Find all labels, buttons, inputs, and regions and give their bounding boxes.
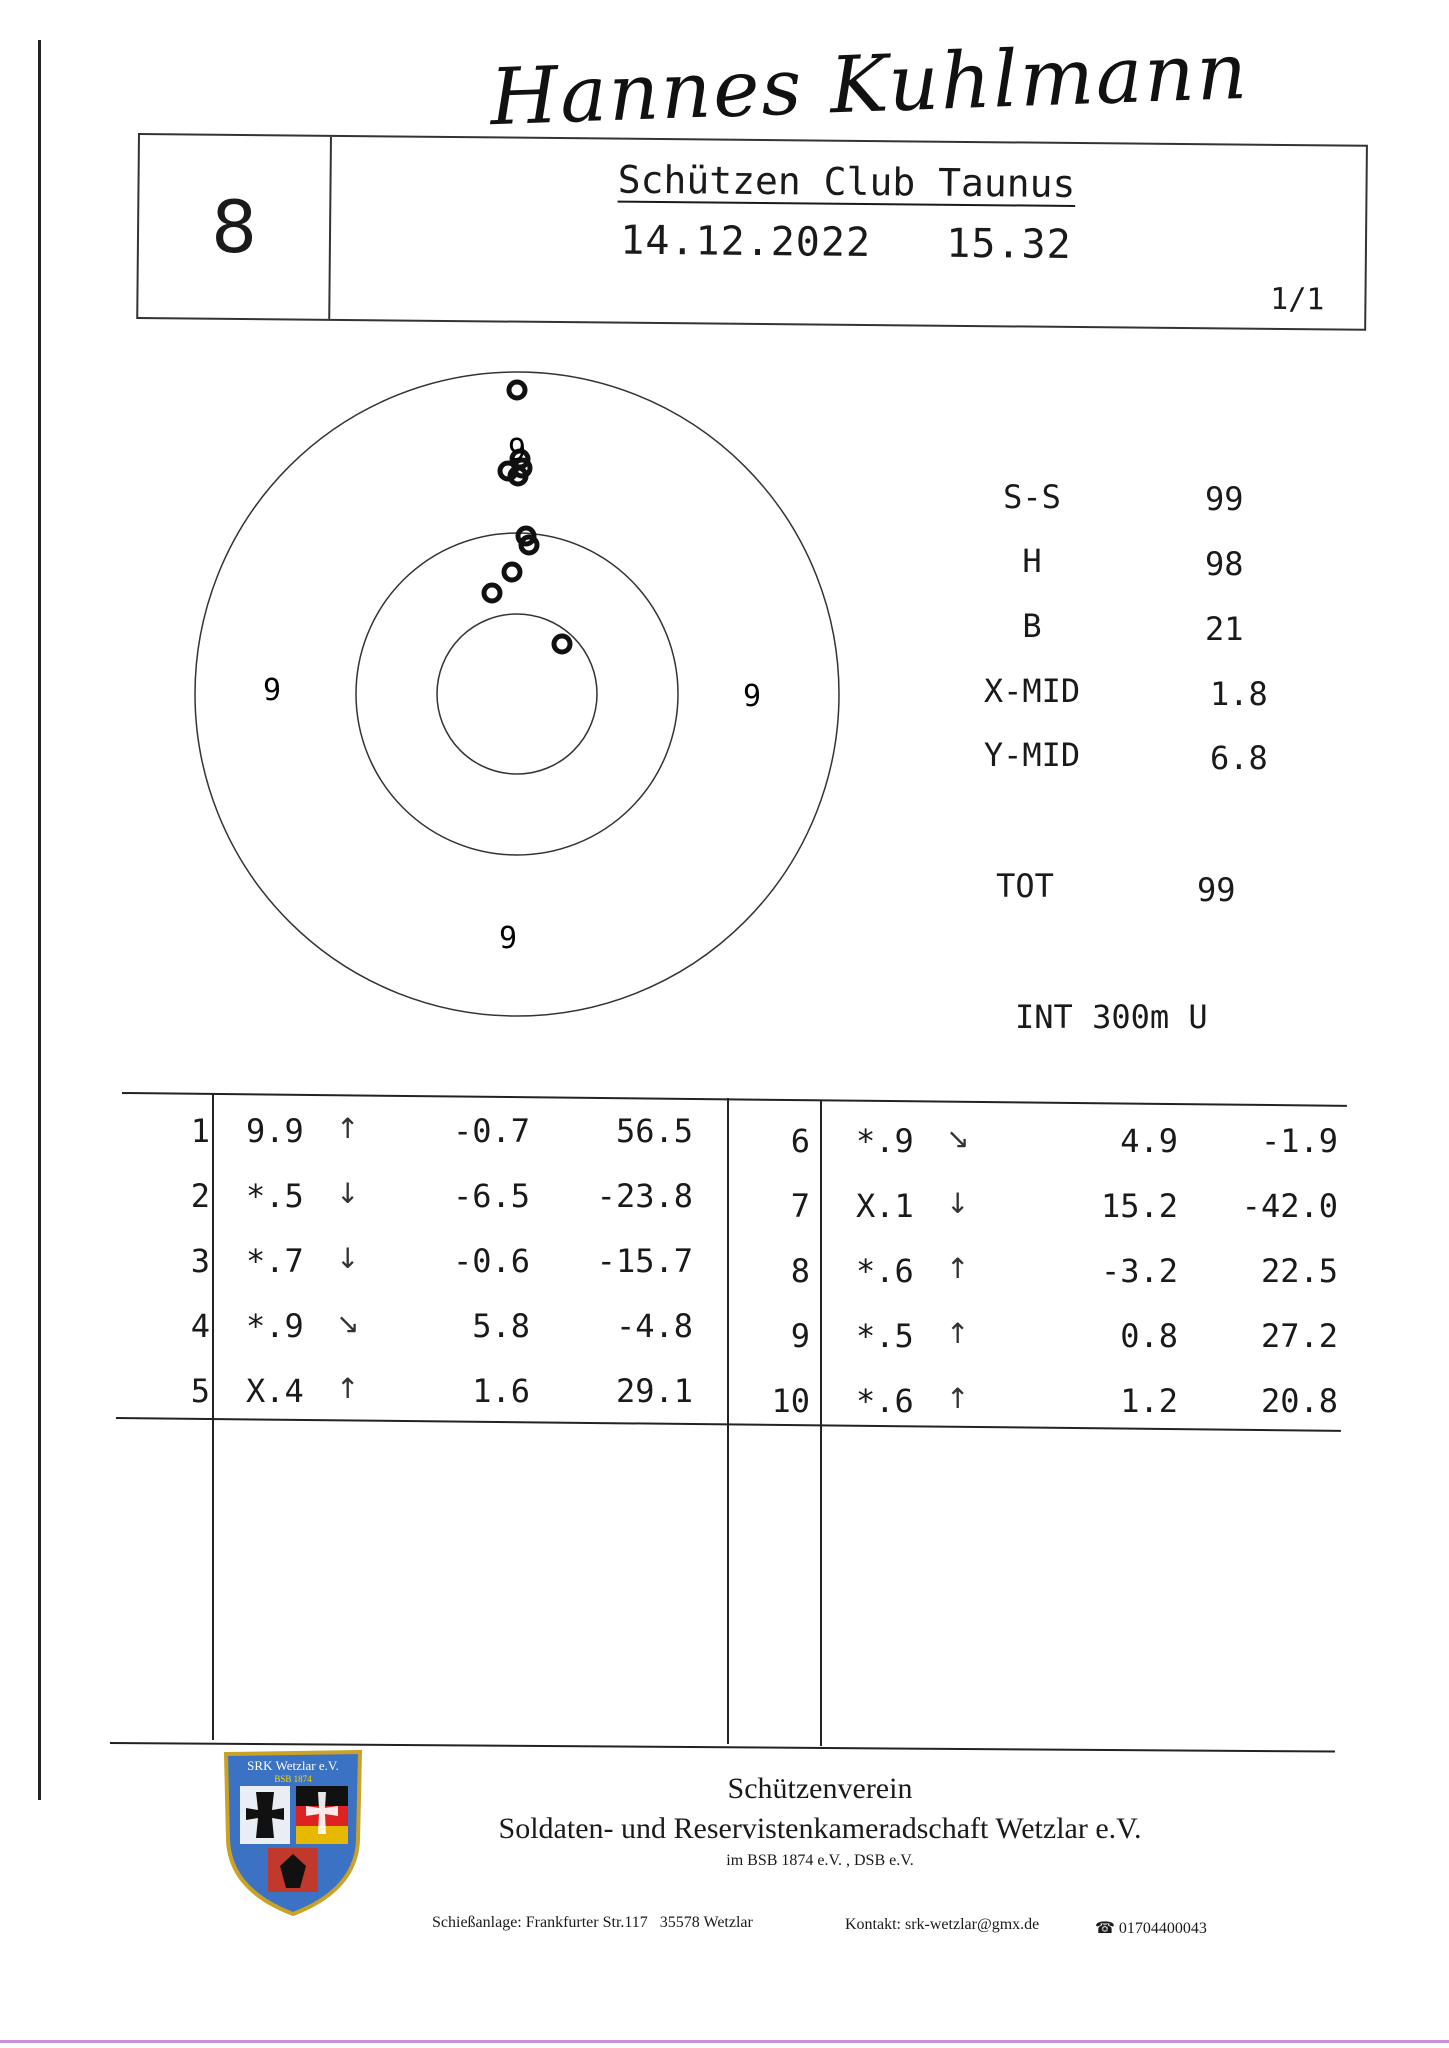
shot-dir: ↓ <box>336 1242 360 1275</box>
inner-ring <box>437 614 597 774</box>
shot-y: -23.8 <box>596 1177 693 1215</box>
footer-line2: Soldaten- und Reservistenkameradschaft Wetzlar e.V. <box>498 1812 1142 1845</box>
shot-score: *.5 <box>246 1177 304 1215</box>
shot-marker <box>484 585 500 601</box>
shot-x: -0.6 <box>452 1242 530 1280</box>
shot-y: 29.1 <box>615 1372 693 1410</box>
lane-number: 8 <box>210 184 258 270</box>
stat-b-label: B <box>1022 607 1042 645</box>
ring-label-right: 9 <box>742 679 762 714</box>
shot-n: 5 <box>190 1372 210 1410</box>
shot-score: *.9 <box>856 1122 914 1160</box>
shot-dir: ↑ <box>946 1317 970 1350</box>
shot-y: -1.9 <box>1260 1122 1338 1160</box>
shot-n: 3 <box>190 1242 210 1280</box>
shot-score: 9.9 <box>246 1112 304 1150</box>
page-indicator: 1/1 <box>1270 281 1325 318</box>
shot-score: *.6 <box>856 1382 914 1420</box>
shot-marker <box>504 564 520 580</box>
col-divider-1 <box>212 1094 214 1740</box>
stat-ymid-value: 6.8 <box>1210 739 1268 777</box>
shot-dir: ↑ <box>336 1372 360 1405</box>
shot-n: 4 <box>190 1307 210 1345</box>
shot-x: 4.9 <box>1120 1122 1178 1160</box>
stat-tot-label: TOT <box>996 867 1054 905</box>
shot-score: *.6 <box>856 1252 914 1290</box>
shot-x: 1.6 <box>472 1372 530 1410</box>
stat-ss-label: S-S <box>1003 478 1061 516</box>
shot-y: 56.5 <box>615 1112 693 1150</box>
club-name: Schützen Club Taunus <box>617 157 1076 206</box>
footer-contact: Kontakt: srk-wetzlar@gmx.de <box>845 1916 1040 1933</box>
stat-h-value: 98 <box>1205 545 1244 583</box>
col-divider-3 <box>820 1100 822 1746</box>
middle-ring <box>356 533 678 855</box>
ring-label-top: 9 <box>507 433 527 468</box>
crest-title: SRK Wetzlar e.V. <box>247 1758 339 1773</box>
shot-dir: ↓ <box>336 1177 360 1210</box>
footer-line3: im BSB 1874 e.V. , DSB e.V. <box>726 1852 914 1869</box>
shot-y: 22.5 <box>1260 1252 1338 1290</box>
stat-xmid-value: 1.8 <box>1210 675 1268 713</box>
shot-y: 27.2 <box>1260 1317 1338 1355</box>
shot-dir: ↑ <box>946 1252 970 1285</box>
ring-label-bottom: 9 <box>498 921 518 956</box>
shot-n: 9 <box>790 1317 810 1355</box>
footer-address: Schießanlage: Frankfurter Str.117 35578 Wetzlar <box>432 1914 753 1931</box>
shot-n: 6 <box>790 1122 810 1160</box>
scan-edge <box>38 40 41 1800</box>
stat-ss-value: 99 <box>1205 480 1244 518</box>
target-diagram <box>180 360 860 1040</box>
shot-score: X.1 <box>856 1187 914 1225</box>
shot-x: 15.2 <box>1100 1187 1178 1225</box>
shot-marker <box>554 636 570 652</box>
table-top-line <box>122 1092 1347 1107</box>
shot-dir: ↓ <box>946 1187 970 1220</box>
date-time <box>331 215 1361 271</box>
shot-dir: ↘ <box>946 1122 970 1155</box>
shot-x: -0.7 <box>452 1112 530 1150</box>
col-divider-2 <box>727 1098 729 1744</box>
shot-n: 7 <box>790 1187 810 1225</box>
shot-x: -6.5 <box>452 1177 530 1215</box>
club-crest <box>222 1748 364 1918</box>
shot-dir: ↑ <box>336 1112 360 1145</box>
shot-score: *.5 <box>856 1317 914 1355</box>
shot-y: -4.8 <box>615 1307 693 1345</box>
footer-line1: Schützenverein <box>727 1772 913 1805</box>
footer-phone: ☎ 01704400043 <box>1095 1920 1207 1937</box>
shot-n: 10 <box>771 1382 810 1420</box>
discipline: INT 300m U <box>1015 998 1208 1036</box>
shot-x: 0.8 <box>1120 1317 1178 1355</box>
shot-y: -42.0 <box>1241 1187 1338 1225</box>
shot-marker <box>509 382 525 398</box>
shot-score: *.7 <box>246 1242 304 1280</box>
signature: Hannes Kuhlmann <box>488 26 1251 144</box>
shot-x: 1.2 <box>1120 1382 1178 1420</box>
shot-x: -3.2 <box>1100 1252 1178 1290</box>
date: 14.12.2022 <box>620 217 872 267</box>
header-box <box>136 133 1368 331</box>
shot-x: 5.8 <box>472 1307 530 1345</box>
shot-y: 20.8 <box>1260 1382 1338 1420</box>
shot-dir: ↘ <box>336 1307 360 1340</box>
shot-n: 8 <box>790 1252 810 1290</box>
shot-y: -15.7 <box>596 1242 693 1280</box>
stat-b-value: 21 <box>1205 610 1244 648</box>
shot-score: *.9 <box>246 1307 304 1345</box>
time: 15.32 <box>946 220 1072 268</box>
shot-score: X.4 <box>246 1372 304 1410</box>
stat-ymid-label: Y-MID <box>983 736 1081 774</box>
ring-label-left: 9 <box>262 673 282 708</box>
shot-n: 1 <box>190 1112 210 1150</box>
scan-bottom-edge <box>0 2040 1449 2043</box>
stat-h-label: H <box>1022 542 1042 580</box>
shot-n: 2 <box>190 1177 210 1215</box>
stat-xmid-label: X-MID <box>983 672 1081 710</box>
shot-dir: ↑ <box>946 1382 970 1415</box>
crest-year: BSB 1874 <box>274 1774 312 1784</box>
stat-tot-value: 99 <box>1197 871 1236 909</box>
